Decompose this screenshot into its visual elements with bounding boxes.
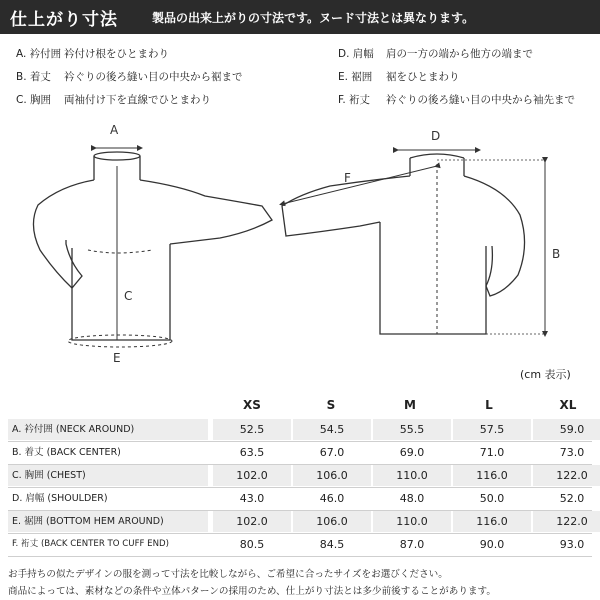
table-row — [8, 488, 592, 509]
label-a: A — [110, 123, 119, 137]
row-cell: 93.0 — [559, 538, 585, 551]
row-label: F. 裄丈 (BACK CENTER TO CUFF END) — [12, 539, 170, 549]
row-label: C. 胸囲 (CHEST) — [8, 465, 208, 486]
legend-item-e: E. 裾囲 裾をひとまわり — [338, 71, 460, 83]
legend-item-a: A. 衿付囲 衿付け根をひとまわり — [16, 48, 169, 60]
row-cell: 57.5 — [453, 419, 531, 440]
row-cell: 54.5 — [293, 419, 371, 440]
size-header-xs: XS — [243, 398, 261, 412]
row-cell: 48.0 — [399, 492, 425, 505]
row-label: D. 肩幅 (SHOULDER) — [12, 493, 108, 504]
label-b: B — [552, 247, 561, 261]
footnote-2: 商品によっては、素材などの条件や立体パターンの採用のため、仕上がり寸法とは多少前後することがあります。 — [8, 586, 496, 597]
legend-item-c: C. 胸囲 両袖付け下を直線でひとまわり — [16, 94, 211, 106]
row-cell: 43.0 — [239, 492, 265, 505]
row-cell: 52.0 — [559, 492, 585, 505]
row-label: E. 裾囲 (BOTTOM HEM AROUND) — [8, 511, 208, 532]
table-row — [8, 419, 592, 440]
row-cell: 84.5 — [319, 538, 345, 551]
table-row — [8, 465, 592, 486]
row-cell: 106.0 — [293, 465, 371, 486]
row-cell: 67.0 — [319, 446, 345, 459]
row-cell: 63.5 — [239, 446, 265, 459]
row-cell: 87.0 — [399, 538, 425, 551]
front-view — [33, 152, 272, 340]
size-header-m: M — [404, 398, 416, 412]
row-cell: 46.0 — [319, 492, 345, 505]
row-cell: 110.0 — [373, 511, 451, 532]
row-label: A. 衿付囲 (NECK AROUND) — [8, 419, 208, 440]
row-cell: 102.0 — [213, 465, 291, 486]
size-header-s: S — [326, 398, 336, 412]
label-d: D — [431, 129, 441, 143]
row-cell: 102.0 — [213, 511, 291, 532]
row-cell: 110.0 — [373, 465, 451, 486]
legend-item-d: D. 肩幅 肩の一方の端から他方の端まで — [338, 48, 533, 60]
footnote-1: お手持ちの似たデザインの服を測って寸法を比較しながら、ご希望に合ったサイズをお選びください。 — [8, 569, 448, 580]
row-cell: 80.5 — [239, 538, 265, 551]
label-f: F — [344, 171, 351, 185]
row-cell: 55.5 — [373, 419, 451, 440]
table-row — [8, 534, 592, 555]
row-cell: 122.0 — [533, 511, 600, 532]
row-cell: 122.0 — [533, 465, 600, 486]
row-cell: 50.0 — [479, 492, 505, 505]
row-cell: 69.0 — [399, 446, 425, 459]
row-label: B. 着丈 (BACK CENTER) — [12, 447, 121, 458]
size-header-xl: XL — [559, 398, 577, 412]
row-cell: 52.5 — [213, 419, 291, 440]
page-subtitle: 製品の出来上がりの寸法です。ヌード寸法とは異なります。 — [152, 11, 475, 25]
table-row — [8, 442, 592, 463]
row-cell: 59.0 — [533, 419, 600, 440]
legend-item-f: F. 裄丈 衿ぐりの後ろ縫い目の中央から袖先まで — [338, 94, 575, 106]
row-cell: 116.0 — [453, 465, 531, 486]
page-title: 仕上がり寸法 — [10, 10, 118, 30]
row-cell: 90.0 — [479, 538, 505, 551]
row-cell: 71.0 — [479, 446, 505, 459]
legend-item-b: B. 着丈 衿ぐりの後ろ縫い目の中央から裾まで — [16, 71, 243, 83]
header-bar — [0, 0, 600, 34]
unit-note: (cm 表示) — [520, 368, 571, 381]
label-e: E — [113, 351, 121, 365]
garment-diagram — [0, 110, 600, 370]
row-cell: 106.0 — [293, 511, 371, 532]
back-view — [282, 154, 525, 334]
row-cell: 116.0 — [453, 511, 531, 532]
label-c: C — [124, 289, 133, 303]
row-cell: 73.0 — [559, 446, 585, 459]
size-header-l: L — [485, 398, 493, 412]
table-row — [8, 511, 592, 532]
